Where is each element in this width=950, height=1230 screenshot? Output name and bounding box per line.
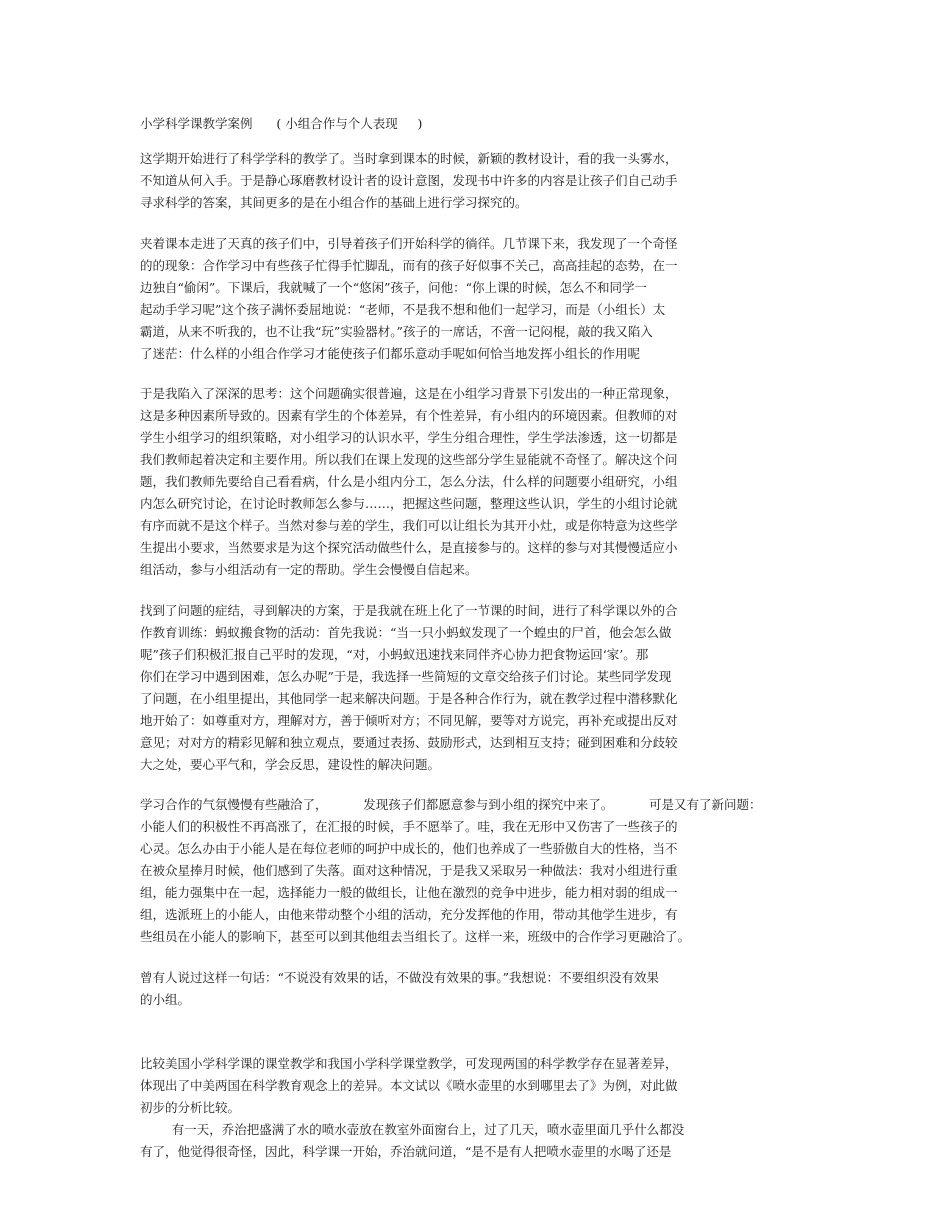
paragraph-2-line-6: 了迷茫：什么样的小组合作学习才能使孩子们都乐意动手呢如何恰当地发挥小组长的作用呢 <box>140 346 641 361</box>
paragraph-3-line-1: 于是我陷入了深深的思考：这个问题确实很普遍，这是在小组学习背景下引发出的一种正常现象， <box>140 386 678 401</box>
paragraph-5-line-1: 学习合作的气氛慢慢有些融洽了， 发现孩子们都愿意参与到小组的探究中来了。 可是又有了新问题： <box>140 797 762 812</box>
paragraph-2-line-3: 边独自“偷闲”。下课后，我就喊了一个“悠闲”孩子，问他：“你上课的时候，怎么不和同学一 <box>140 280 647 295</box>
paragraph-4-line-1: 找到了问题的症结，寻到解决的方案，于是我就在班上化了一节课的时间，进行了科学课以外的合 <box>140 603 678 618</box>
paragraph-1-line-3: 寻求科学的答案，其间更多的是在小组合作的基础上进行学习探究的。 <box>140 195 528 210</box>
paragraph-5-line-2: 小能人们的积极性不再高涨了，在汇报的时候，手不愿举了。哇，我在无形中又伤害了一些孩子的 <box>140 819 678 834</box>
paragraph-7-line-4: 有一天，乔治把盛满了水的喷水壶放在教室外面窗台上，过了几天，喷水壶里面几乎什么都没 <box>140 1122 685 1137</box>
paragraph-3-line-8: 生提出小要求，当然要求是为这个探究活动做些什么，是直接参与的。这样的参与对其慢慢适应小 <box>140 540 678 555</box>
paragraph-6-line-2: 的小组。 <box>140 992 191 1007</box>
paragraph-5-line-4: 在被众星捧月时候，他们感到了失落。面对这种情况，于是我又采取另一种做法：我对小组进行重 <box>140 863 678 878</box>
paragraph-3-line-6: 内怎么研究讨论，在讨论时教师怎么参与……，把握这些问题，整理这些认识，学生的小组讨论就 <box>140 496 678 511</box>
paragraph-6-line-1: 曾有人说过这样一句话：“不说没有效果的话，不做没有效果的事。”我想说：不要组织没有效果 <box>140 970 660 985</box>
paragraph-4-line-6: 地开始了：如尊重对方，理解对方，善于倾听对方；不同见解，要等对方说完，再补充或提出反对 <box>140 713 678 728</box>
paragraph-3-line-3: 学生小组学习的组织策略，对小组学习的认识水平，学生分组合理性，学生学法渗透，这一切都是 <box>140 430 678 445</box>
paragraph-7-line-5: 有了，他觉得很奇怪，因此，科学课一开始，乔治就问道，“是不是有人把喷水壶里的水喝了还是 <box>140 1144 672 1159</box>
document-title: 小学科学课教学案例 ( 小组合作与个人表现 ) <box>140 116 423 131</box>
paragraph-4-line-2: 作教育训练：蚂蚁搬食物的活动：首先我说：“当一只小蚂蚁发现了一个蝗虫的尸首，他会怎么做 <box>140 625 672 640</box>
paragraph-2-line-5: 霸道，从来不听我的，也不让我“玩”实验器材。”孩子的一席话，不啻一记闷棍，敲的我又陷入 <box>140 324 653 339</box>
paragraph-2-line-4: 起动手学习呢”这个孩子满怀委屈地说：“老师，不是我不想和他们一起学习，而是（小组长）太 <box>140 302 666 317</box>
paragraph-5-line-5: 组，能力强集中在一起，选择能力一般的做组长，让他在激烈的竞争中进步，能力相对弱的组成一 <box>140 885 678 900</box>
paragraph-5-line-7: 些组员在小能人的影响下，甚至可以到其他组去当组长了。这样一来，班级中的合作学习更融洽了。 <box>140 929 691 944</box>
paragraph-3-line-9: 组活动，参与小组活动有一定的帮助。学生会慢慢自信起来。 <box>140 562 478 577</box>
paragraph-2-line-1: 夹着课本走进了天真的孩子们中，引导着孩子们开始科学的徜徉。几节课下来，我发现了一个奇怪 <box>140 236 678 251</box>
paragraph-4-line-3: 呢”孩子们积极汇报自己平时的发现，“对，小蚂蚁迅速找来同伴齐心协力把食物运回‘家’。那 <box>140 647 649 662</box>
paragraph-7-line-2: 体现出了中美两国在科学教育观念上的差异。本文试以《喷水壶里的水到哪里去了》为例，对此做 <box>140 1078 678 1093</box>
paragraph-4-line-5: 了问题，在小组里提出，其他同学一起来解决问题。于是各种合作行为，就在教学过程中潜移默化 <box>140 691 678 706</box>
paragraph-3-line-7: 有序而就不是这个样子。当然对参与差的学生，我们可以让组长为其开小灶，或是你特意为这些学 <box>140 518 678 533</box>
paragraph-5-line-6: 组，选派班上的小能人，由他来带动整个小组的活动，充分发挥他的作用，带动其他学生进步，有 <box>140 907 678 922</box>
paragraph-1-line-2: 不知道从何入手。于是静心琢磨教材设计者的设计意图，发现书中许多的内容是让孩子们自己动手 <box>140 173 678 188</box>
paragraph-4-line-7: 意见；对对方的精彩见解和独立观点，要通过表扬、鼓励形式，达到相互支持；碰到困难和分歧较 <box>140 735 678 750</box>
paragraph-3-line-5: 题，我们教师先要给自己看看病，什么是小组内分工，怎么分法，什么样的问题要小组研究，小组 <box>140 474 678 489</box>
paragraph-4-line-4: 你们在学习中遇到困难，怎么办呢”于是，我选择一些简短的文章交给孩子们讨论。某些同学发现 <box>140 669 672 684</box>
paragraph-7-line-3: 初步的分析比较。 <box>140 1100 241 1115</box>
paragraph-3-line-4: 我们教师起着决定和主要作用。所以我们在课上发现的这些部分学生显能就不奇怪了。解决这个问 <box>140 452 678 467</box>
paragraph-7-line-1: 比较美国小学科学课的课堂教学和我国小学科学课堂教学，可发现两国的科学教学存在显著差异， <box>140 1056 678 1071</box>
paragraph-4-line-8: 大之处，要心平气和，学会反思，建设性的解决问题。 <box>140 757 441 772</box>
paragraph-3-line-2: 这是多种因素所导致的。因素有学生的个体差异，有个性差异，有小组内的环境因素。但教师的对 <box>140 408 678 423</box>
paragraph-2-line-2: 的的现象：合作学习中有些孩子忙得手忙脚乱，而有的孩子好似事不关己，高高挂起的态势，在一 <box>140 258 678 273</box>
paragraph-1-line-1: 这学期开始进行了科学学科的教学了。当时拿到课本的时候，新颖的教材设计，看的我一头雾水， <box>140 151 678 166</box>
paragraph-5-line-3: 心灵。怎么办由于小能人是在每位老师的呵护中成长的，他们也养成了一些骄傲自大的性格，当不 <box>140 841 678 856</box>
